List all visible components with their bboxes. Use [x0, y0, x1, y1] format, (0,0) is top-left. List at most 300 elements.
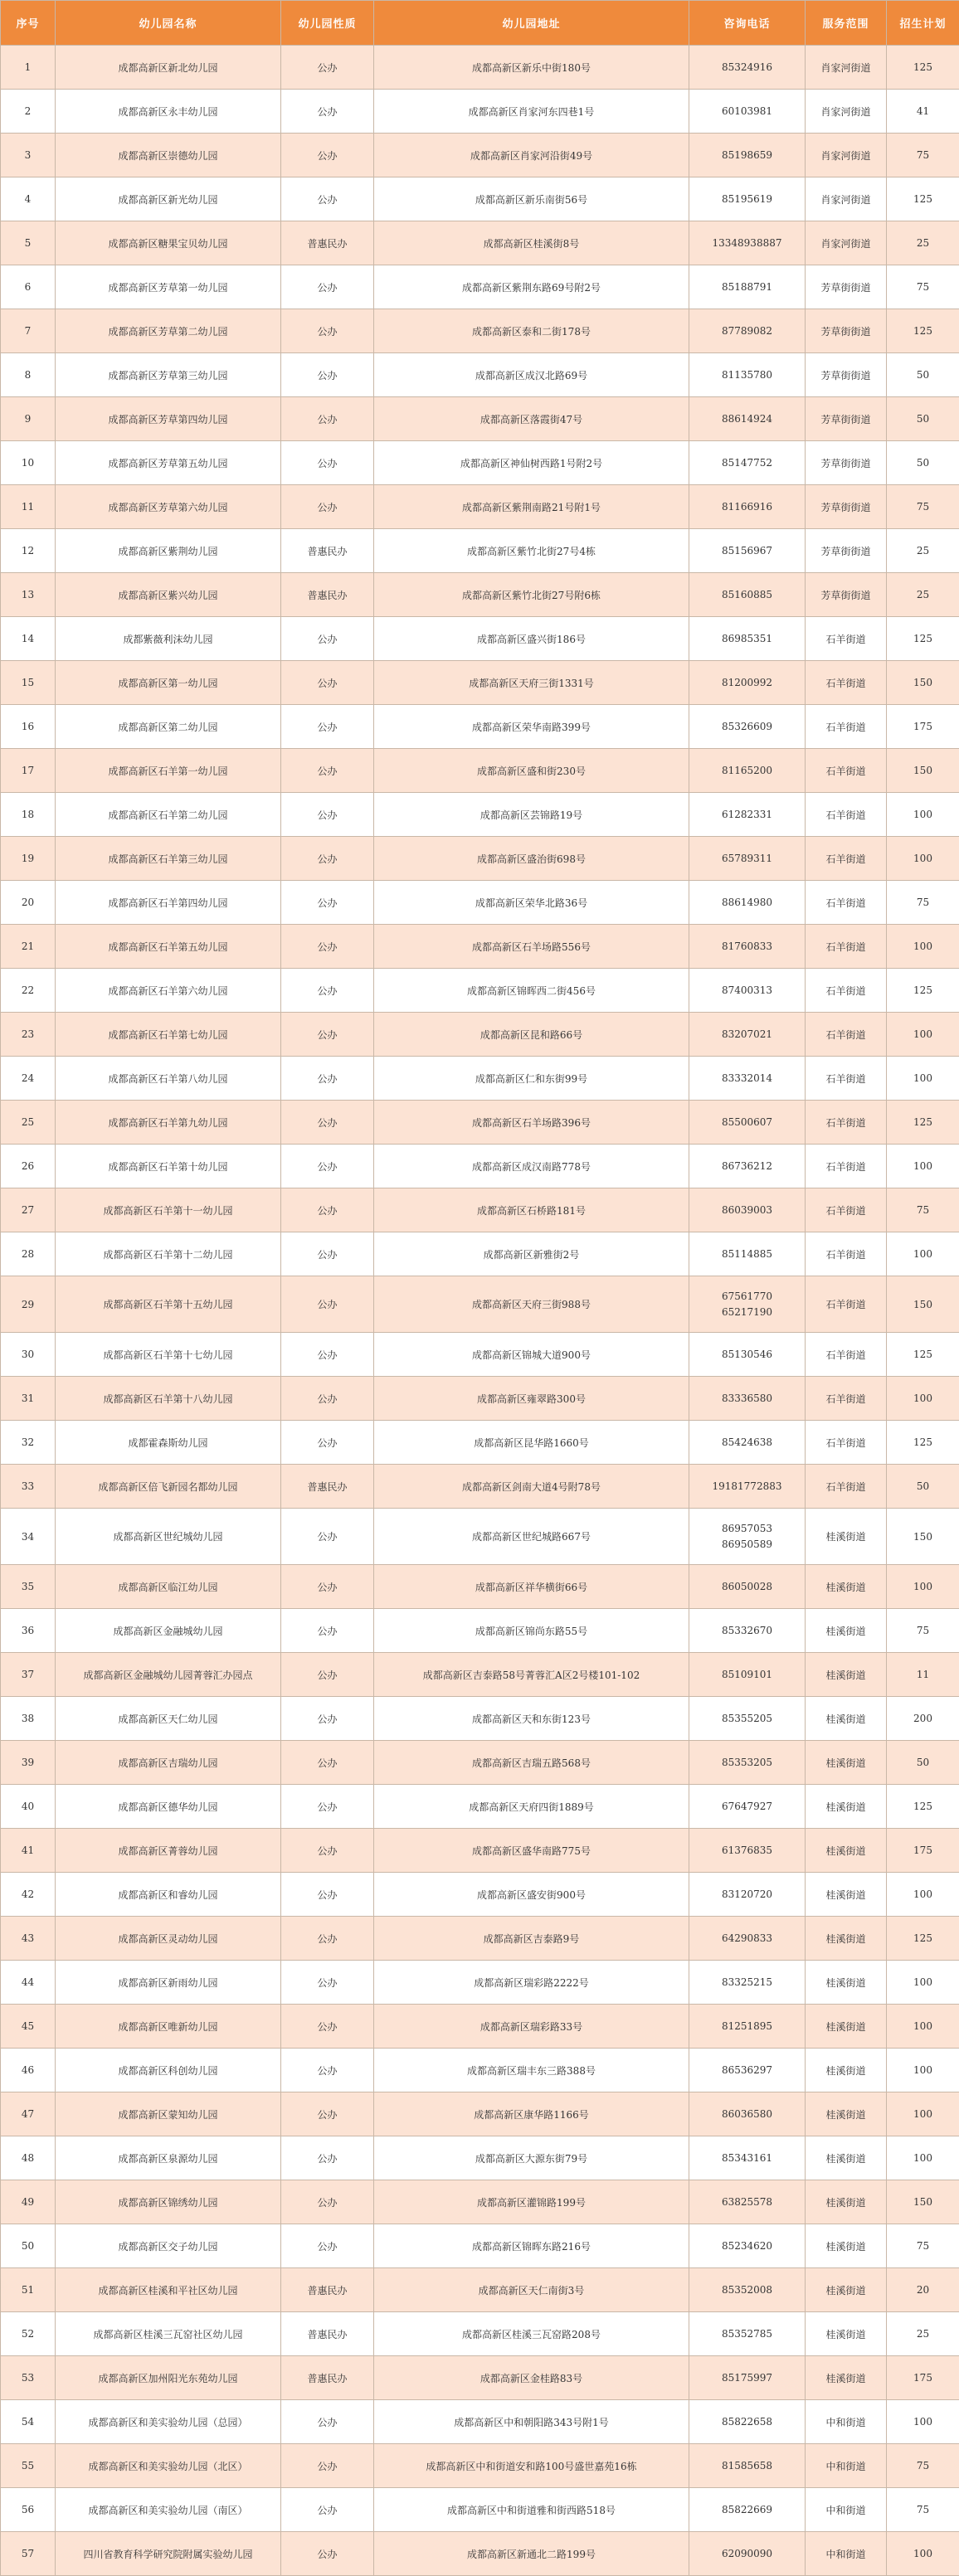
address: 成都高新区金桂路83号 [374, 2356, 689, 2400]
address: 成都高新区泰和二街178号 [374, 309, 689, 353]
table-row [1, 1013, 959, 1057]
address: 成都高新区灌锦路199号 [374, 2180, 689, 2224]
enrollment-plan: 75 [887, 1188, 959, 1232]
kindergarten-type: 公办 [281, 2444, 374, 2488]
address: 成都高新区锦尚东路55号 [374, 1609, 689, 1653]
kindergarten-name: 成都高新区芳草第六幼儿园 [56, 485, 281, 529]
enrollment-plan: 50 [887, 441, 959, 485]
phone: 85822658 [689, 2400, 806, 2444]
table-row [1, 1057, 959, 1101]
service-area: 石羊街道 [806, 705, 887, 749]
table-row [1, 793, 959, 837]
phone: 85234620 [689, 2224, 806, 2268]
kindergarten-name: 成都高新区加州阳光东苑幼儿园 [56, 2356, 281, 2400]
phone: 85188791 [689, 265, 806, 309]
service-area: 芳草街街道 [806, 353, 887, 397]
enrollment-plan: 150 [887, 2180, 959, 2224]
enrollment-plan: 100 [887, 2136, 959, 2180]
table-row [1, 265, 959, 309]
phone: 85332670 [689, 1609, 806, 1653]
service-area: 桂溪街道 [806, 1697, 887, 1741]
row-index: 20 [1, 881, 56, 925]
header-address: 幼儿园地址 [374, 1, 689, 46]
header-row [1, 1, 959, 46]
enrollment-plan: 25 [887, 573, 959, 617]
table-row [1, 573, 959, 617]
row-index: 14 [1, 617, 56, 661]
address: 成都高新区剑南大道4号附78号 [374, 1465, 689, 1509]
phone: 85424638 [689, 1421, 806, 1465]
table-row [1, 2005, 959, 2049]
kindergarten-name: 成都高新区石羊第十一幼儿园 [56, 1188, 281, 1232]
enrollment-plan: 125 [887, 309, 959, 353]
table-row [1, 1421, 959, 1465]
service-area: 石羊街道 [806, 1276, 887, 1333]
table-row [1, 2444, 959, 2488]
table-row [1, 2180, 959, 2224]
address: 成都高新区成汉南路778号 [374, 1145, 689, 1188]
kindergarten-name: 成都高新区泉源幼儿园 [56, 2136, 281, 2180]
phone: 88614924 [689, 397, 806, 441]
row-index: 9 [1, 397, 56, 441]
kindergarten-name: 成都高新区石羊第十幼儿园 [56, 1145, 281, 1188]
kindergarten-name: 成都高新区石羊第二幼儿园 [56, 793, 281, 837]
table-row [1, 925, 959, 969]
phone: 85324916 [689, 46, 806, 90]
row-index: 35 [1, 1565, 56, 1609]
phone: 64290833 [689, 1917, 806, 1961]
enrollment-plan: 75 [887, 2488, 959, 2532]
phone: 81200992 [689, 661, 806, 705]
address: 成都高新区吉泰路9号 [374, 1917, 689, 1961]
address: 成都高新区天和东街123号 [374, 1697, 689, 1741]
service-area: 芳草街街道 [806, 309, 887, 353]
phone: 86957053 86950589 [689, 1509, 806, 1565]
address: 成都高新区新通北二路199号 [374, 2532, 689, 2576]
kindergarten-name: 成都高新区第二幼儿园 [56, 705, 281, 749]
phone: 85352008 [689, 2268, 806, 2312]
table-row [1, 90, 959, 134]
table-row [1, 1961, 959, 2005]
table-row [1, 1609, 959, 1653]
table-row [1, 2532, 959, 2576]
enrollment-plan: 100 [887, 1961, 959, 2005]
header-phone: 咨询电话 [689, 1, 806, 46]
service-area: 桂溪街道 [806, 1741, 887, 1785]
table-row [1, 1333, 959, 1377]
kindergarten-name: 成都高新区新北幼儿园 [56, 46, 281, 90]
address: 成都高新区锦晖东路216号 [374, 2224, 689, 2268]
phone: 85343161 [689, 2136, 806, 2180]
table-row [1, 2312, 959, 2356]
table-row [1, 397, 959, 441]
kindergarten-type: 普惠民办 [281, 2356, 374, 2400]
phone: 83332014 [689, 1057, 806, 1101]
row-index: 54 [1, 2400, 56, 2444]
address: 成都高新区康华路1166号 [374, 2092, 689, 2136]
kindergarten-name: 成都高新区交子幼儿园 [56, 2224, 281, 2268]
row-index: 3 [1, 134, 56, 177]
service-area: 石羊街道 [806, 837, 887, 881]
kindergarten-name: 成都高新区唯新幼儿园 [56, 2005, 281, 2049]
service-area: 石羊街道 [806, 749, 887, 793]
enrollment-plan: 75 [887, 2224, 959, 2268]
kindergarten-type: 公办 [281, 2136, 374, 2180]
kindergarten-type: 公办 [281, 265, 374, 309]
address: 成都高新区肖家河东四巷1号 [374, 90, 689, 134]
kindergarten-name: 成都高新区芳草第三幼儿园 [56, 353, 281, 397]
enrollment-plan: 200 [887, 1697, 959, 1741]
kindergarten-type: 公办 [281, 661, 374, 705]
table-row [1, 2224, 959, 2268]
address: 成都高新区盛安街900号 [374, 1873, 689, 1917]
table-row [1, 1509, 959, 1565]
table-row [1, 1145, 959, 1188]
service-area: 芳草街街道 [806, 573, 887, 617]
kindergarten-type: 公办 [281, 2005, 374, 2049]
row-index: 24 [1, 1057, 56, 1101]
phone: 63825578 [689, 2180, 806, 2224]
address: 成都高新区昆华路1660号 [374, 1421, 689, 1465]
enrollment-plan: 41 [887, 90, 959, 134]
row-index: 56 [1, 2488, 56, 2532]
row-index: 42 [1, 1873, 56, 1917]
kindergarten-type: 公办 [281, 1101, 374, 1145]
table-row [1, 705, 959, 749]
kindergarten-name: 成都高新区石羊第十二幼儿园 [56, 1232, 281, 1276]
phone: 61282331 [689, 793, 806, 837]
row-index: 37 [1, 1653, 56, 1697]
enrollment-plan: 25 [887, 221, 959, 265]
phone: 81135780 [689, 353, 806, 397]
enrollment-plan: 125 [887, 1101, 959, 1145]
service-area: 桂溪街道 [806, 1829, 887, 1873]
address: 成都高新区瑞彩路33号 [374, 2005, 689, 2049]
kindergarten-type: 公办 [281, 1741, 374, 1785]
phone: 85130546 [689, 1333, 806, 1377]
kindergarten-name: 成都高新区科创幼儿园 [56, 2049, 281, 2092]
enrollment-plan: 125 [887, 46, 959, 90]
phone: 86985351 [689, 617, 806, 661]
row-index: 53 [1, 2356, 56, 2400]
phone: 86736212 [689, 1145, 806, 1188]
phone: 86036580 [689, 2092, 806, 2136]
kindergarten-name: 成都高新区芳草第四幼儿园 [56, 397, 281, 441]
table-row [1, 309, 959, 353]
address: 成都高新区紫荆南路21号附1号 [374, 485, 689, 529]
phone: 67561770 65217190 [689, 1276, 806, 1333]
table-row [1, 1188, 959, 1232]
service-area: 肖家河街道 [806, 90, 887, 134]
kindergarten-name: 成都高新区紫兴幼儿园 [56, 573, 281, 617]
table-row [1, 2136, 959, 2180]
kindergarten-type: 公办 [281, 2180, 374, 2224]
address: 成都高新区盛华南路775号 [374, 1829, 689, 1873]
service-area: 石羊街道 [806, 925, 887, 969]
phone: 83207021 [689, 1013, 806, 1057]
kindergarten-type: 公办 [281, 1697, 374, 1741]
enrollment-plan: 100 [887, 1057, 959, 1101]
enrollment-plan: 100 [887, 1873, 959, 1917]
phone: 85109101 [689, 1653, 806, 1697]
kindergarten-name: 成都高新区和美实验幼儿园（总园） [56, 2400, 281, 2444]
enrollment-plan: 100 [887, 2049, 959, 2092]
table-row [1, 1785, 959, 1829]
table-row [1, 617, 959, 661]
phone: 65789311 [689, 837, 806, 881]
enrollment-plan: 100 [887, 837, 959, 881]
phone: 85326609 [689, 705, 806, 749]
kindergarten-name: 成都高新区芳草第五幼儿园 [56, 441, 281, 485]
address: 成都高新区新乐中街180号 [374, 46, 689, 90]
phone: 83325215 [689, 1961, 806, 2005]
row-index: 22 [1, 969, 56, 1013]
phone: 81166916 [689, 485, 806, 529]
address: 成都高新区吉泰路58号菁蓉汇A区2号楼101-102 [374, 1653, 689, 1697]
phone: 62090090 [689, 2532, 806, 2576]
table-row [1, 2049, 959, 2092]
service-area: 芳草街街道 [806, 397, 887, 441]
kindergarten-type: 公办 [281, 1565, 374, 1609]
phone: 81165200 [689, 749, 806, 793]
row-index: 10 [1, 441, 56, 485]
row-index: 16 [1, 705, 56, 749]
table-row [1, 749, 959, 793]
row-index: 6 [1, 265, 56, 309]
address: 成都高新区成汉北路69号 [374, 353, 689, 397]
row-index: 36 [1, 1609, 56, 1653]
row-index: 41 [1, 1829, 56, 1873]
kindergarten-type: 公办 [281, 485, 374, 529]
service-area: 中和街道 [806, 2444, 887, 2488]
address: 成都高新区盛治街698号 [374, 837, 689, 881]
table-row [1, 969, 959, 1013]
address: 成都高新区紫竹北街27号附6栋 [374, 573, 689, 617]
table-row [1, 134, 959, 177]
kindergarten-name: 成都高新区崇德幼儿园 [56, 134, 281, 177]
service-area: 桂溪街道 [806, 2092, 887, 2136]
enrollment-plan: 11 [887, 1653, 959, 1697]
row-index: 45 [1, 2005, 56, 2049]
table-row [1, 485, 959, 529]
service-area: 桂溪街道 [806, 1509, 887, 1565]
kindergarten-name: 成都高新区吉瑞幼儿园 [56, 1741, 281, 1785]
service-area: 石羊街道 [806, 1101, 887, 1145]
address: 成都高新区瑞彩路2222号 [374, 1961, 689, 2005]
address: 成都高新区中和街道雅和街西路518号 [374, 2488, 689, 2532]
enrollment-plan: 175 [887, 1829, 959, 1873]
service-area: 桂溪街道 [806, 1565, 887, 1609]
address: 成都高新区瑞丰东三路388号 [374, 2049, 689, 2092]
enrollment-plan: 150 [887, 1509, 959, 1565]
address: 成都高新区神仙树西路1号附2号 [374, 441, 689, 485]
enrollment-plan: 125 [887, 1785, 959, 1829]
row-index: 15 [1, 661, 56, 705]
table-row [1, 529, 959, 573]
row-index: 40 [1, 1785, 56, 1829]
address: 成都高新区祥华横街66号 [374, 1565, 689, 1609]
address: 成都高新区荣华南路399号 [374, 705, 689, 749]
row-index: 17 [1, 749, 56, 793]
enrollment-plan: 100 [887, 2005, 959, 2049]
header-service-area: 服务范围 [806, 1, 887, 46]
address: 成都高新区盛兴街186号 [374, 617, 689, 661]
kindergarten-name: 成都高新区和美实验幼儿园（北区） [56, 2444, 281, 2488]
kindergarten-type: 公办 [281, 2224, 374, 2268]
service-area: 桂溪街道 [806, 1917, 887, 1961]
row-index: 13 [1, 573, 56, 617]
address: 成都高新区仁和东街99号 [374, 1057, 689, 1101]
kindergarten-name: 成都高新区石羊第四幼儿园 [56, 881, 281, 925]
service-area: 石羊街道 [806, 1145, 887, 1188]
address: 成都高新区芸锦路19号 [374, 793, 689, 837]
table-row [1, 2268, 959, 2312]
kindergarten-name: 成都高新区紫荆幼儿园 [56, 529, 281, 573]
address: 成都高新区天府三街988号 [374, 1276, 689, 1333]
kindergarten-name: 成都高新区石羊第十七幼儿园 [56, 1333, 281, 1377]
address: 成都高新区紫荆东路69号附2号 [374, 265, 689, 309]
row-index: 33 [1, 1465, 56, 1509]
service-area: 石羊街道 [806, 1421, 887, 1465]
table-header [1, 1, 959, 46]
enrollment-plan: 175 [887, 2356, 959, 2400]
service-area: 芳草街街道 [806, 485, 887, 529]
phone: 85355205 [689, 1697, 806, 1741]
service-area: 石羊街道 [806, 1465, 887, 1509]
kindergarten-type: 公办 [281, 1232, 374, 1276]
row-index: 30 [1, 1333, 56, 1377]
phone: 85175997 [689, 2356, 806, 2400]
service-area: 桂溪街道 [806, 1785, 887, 1829]
kindergarten-name: 成都高新区蒙知幼儿园 [56, 2092, 281, 2136]
row-index: 29 [1, 1276, 56, 1333]
table-row [1, 1917, 959, 1961]
enrollment-plan: 100 [887, 793, 959, 837]
table-row [1, 2488, 959, 2532]
row-index: 57 [1, 2532, 56, 2576]
enrollment-plan: 50 [887, 1741, 959, 1785]
phone: 83336580 [689, 1377, 806, 1421]
phone: 19181772883 [689, 1465, 806, 1509]
enrollment-plan: 125 [887, 1333, 959, 1377]
kindergarten-name: 成都高新区桂溪三瓦窑社区幼儿园 [56, 2312, 281, 2356]
address: 成都高新区桂溪街8号 [374, 221, 689, 265]
kindergarten-type: 公办 [281, 1276, 374, 1333]
row-index: 25 [1, 1101, 56, 1145]
table-row [1, 1465, 959, 1509]
address: 成都高新区新雅街2号 [374, 1232, 689, 1276]
kindergarten-name: 成都高新区菁蓉幼儿园 [56, 1829, 281, 1873]
kindergarten-name: 成都高新区石羊第九幼儿园 [56, 1101, 281, 1145]
row-index: 5 [1, 221, 56, 265]
table-row [1, 1697, 959, 1741]
kindergarten-name: 成都紫薇利沫幼儿园 [56, 617, 281, 661]
kindergarten-type: 普惠民办 [281, 221, 374, 265]
row-index: 28 [1, 1232, 56, 1276]
phone: 85114885 [689, 1232, 806, 1276]
header-type: 幼儿园性质 [281, 1, 374, 46]
phone: 85160885 [689, 573, 806, 617]
row-index: 23 [1, 1013, 56, 1057]
kindergarten-type: 公办 [281, 1188, 374, 1232]
row-index: 51 [1, 2268, 56, 2312]
table-row [1, 2400, 959, 2444]
kindergarten-type: 公办 [281, 2532, 374, 2576]
enrollment-plan: 125 [887, 177, 959, 221]
row-index: 34 [1, 1509, 56, 1565]
kindergarten-type: 公办 [281, 2488, 374, 2532]
service-area: 桂溪街道 [806, 2005, 887, 2049]
phone: 61376835 [689, 1829, 806, 1873]
enrollment-plan: 75 [887, 2444, 959, 2488]
address: 成都高新区紫竹北街27号4栋 [374, 529, 689, 573]
row-index: 31 [1, 1377, 56, 1421]
address: 成都高新区石羊场路556号 [374, 925, 689, 969]
service-area: 石羊街道 [806, 1333, 887, 1377]
address: 成都高新区雍翠路300号 [374, 1377, 689, 1421]
enrollment-plan: 100 [887, 1377, 959, 1421]
kindergarten-type: 公办 [281, 2049, 374, 2092]
enrollment-plan: 75 [887, 265, 959, 309]
kindergarten-name: 成都高新区倍飞新园名都幼儿园 [56, 1465, 281, 1509]
address: 成都高新区天仁南街3号 [374, 2268, 689, 2312]
service-area: 中和街道 [806, 2532, 887, 2576]
address: 成都高新区吉瑞五路568号 [374, 1741, 689, 1785]
table-row [1, 1377, 959, 1421]
phone: 86039003 [689, 1188, 806, 1232]
table-row [1, 1741, 959, 1785]
kindergarten-name: 成都高新区新雨幼儿园 [56, 1961, 281, 2005]
service-area: 中和街道 [806, 2488, 887, 2532]
header-index: 序号 [1, 1, 56, 46]
address: 成都高新区石桥路181号 [374, 1188, 689, 1232]
table-row [1, 1829, 959, 1873]
kindergarten-name: 成都高新区新光幼儿园 [56, 177, 281, 221]
service-area: 桂溪街道 [806, 2268, 887, 2312]
row-index: 46 [1, 2049, 56, 2092]
kindergarten-type: 公办 [281, 353, 374, 397]
row-index: 7 [1, 309, 56, 353]
enrollment-plan: 50 [887, 397, 959, 441]
kindergarten-type: 公办 [281, 969, 374, 1013]
enrollment-plan: 75 [887, 134, 959, 177]
table-row [1, 1653, 959, 1697]
kindergarten-name: 成都高新区永丰幼儿园 [56, 90, 281, 134]
kindergarten-type: 公办 [281, 793, 374, 837]
kindergarten-type: 公办 [281, 1829, 374, 1873]
phone: 85156967 [689, 529, 806, 573]
service-area: 石羊街道 [806, 661, 887, 705]
table-row [1, 1565, 959, 1609]
kindergarten-type: 公办 [281, 441, 374, 485]
kindergarten-type: 公办 [281, 617, 374, 661]
row-index: 19 [1, 837, 56, 881]
phone: 67647927 [689, 1785, 806, 1829]
phone: 87400313 [689, 969, 806, 1013]
kindergarten-type: 公办 [281, 177, 374, 221]
service-area: 石羊街道 [806, 881, 887, 925]
phone: 85500607 [689, 1101, 806, 1145]
row-index: 49 [1, 2180, 56, 2224]
address: 成都高新区新乐南街56号 [374, 177, 689, 221]
enrollment-plan: 25 [887, 2312, 959, 2356]
kindergarten-type: 公办 [281, 1609, 374, 1653]
phone: 81585658 [689, 2444, 806, 2488]
address: 成都高新区昆和路66号 [374, 1013, 689, 1057]
enrollment-plan: 100 [887, 2400, 959, 2444]
phone: 60103981 [689, 90, 806, 134]
enrollment-plan: 150 [887, 749, 959, 793]
